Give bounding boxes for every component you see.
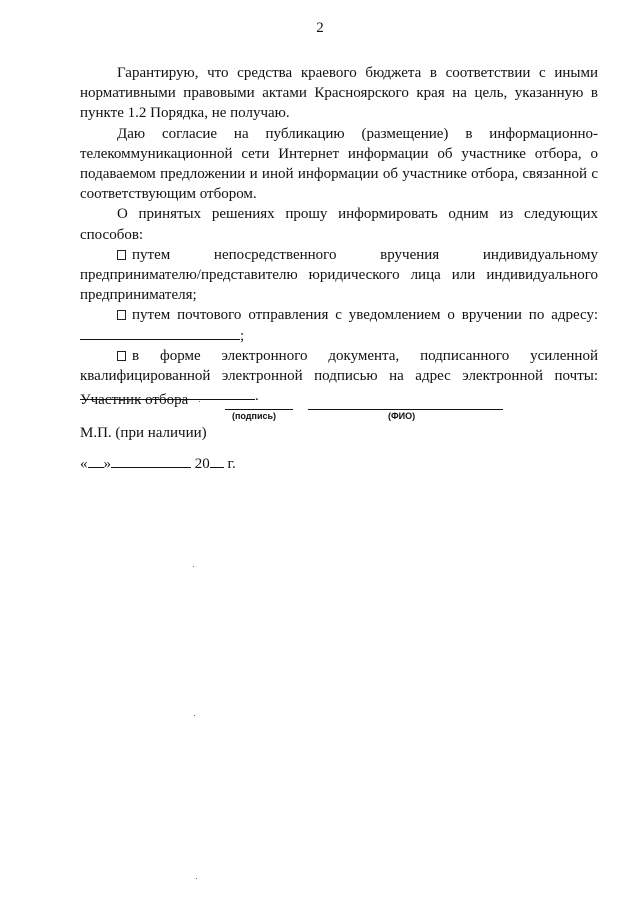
- paragraph-inform-methods: О принятых решениях прошу информировать одним из следующих способов:: [80, 206, 598, 243]
- option-email-label: в форме электронного документа, подписанного усиленной квалифицированной электронной подписью на адрес электронной почты:: [80, 347, 598, 385]
- document-body: [80, 63, 598, 406]
- signature-line[interactable]: [225, 409, 293, 410]
- option-email-end: .: [255, 388, 259, 405]
- scan-speck: [194, 715, 195, 716]
- checkbox-post[interactable]: [117, 310, 126, 320]
- address-blank-line[interactable]: [80, 326, 240, 340]
- date-year-blank[interactable]: [210, 454, 224, 468]
- date-quote-close: »: [103, 456, 111, 472]
- page-number: 2: [316, 20, 324, 36]
- date-month-blank[interactable]: [111, 454, 191, 468]
- scan-speck: [199, 401, 200, 402]
- option-direct-delivery-label: путем непосредственного вручения индивидуальному предпринимателю/представителю юридического лица или индивидуального предпринимателя;: [80, 246, 598, 304]
- signature-caption: (подпись): [232, 411, 277, 421]
- name-line[interactable]: [308, 409, 503, 410]
- date-quote-open: «: [80, 456, 88, 472]
- date-year-prefix: 20: [194, 456, 210, 472]
- date-year-suffix: г.: [227, 456, 236, 472]
- date-line: [80, 454, 236, 473]
- scan-speck: [196, 878, 197, 879]
- option-direct-delivery: [80, 245, 598, 306]
- paragraph-consent: Даю согласие на публикацию (размещение) в информационно-телекоммуникационной сети Интернет информации об участнике отбора, о подаваемом предложении и иной информации об участнике отбора, связанной с соответствующим отбором.: [80, 125, 598, 203]
- option-post-label: путем почтового отправления с уведомлением о вручении по адресу:: [132, 307, 598, 324]
- name-caption: (ФИО): [388, 411, 416, 421]
- participant-label: Участник отбора: [80, 392, 189, 408]
- checkbox-direct-delivery[interactable]: [117, 250, 126, 260]
- paragraph-guarantee: Гарантирую, что средства краевого бюджета в соответствии с иными нормативными правовыми актами Красноярского края на цель, указанную в пункте 1.2 Порядка, не получаю.: [80, 65, 598, 122]
- scan-speck: [193, 566, 194, 567]
- date-day-blank[interactable]: [88, 454, 104, 468]
- checkbox-email[interactable]: [117, 351, 126, 361]
- option-post: [80, 305, 598, 345]
- option-post-end: ;: [240, 327, 245, 344]
- stamp-label: М.П. (при наличии): [80, 425, 207, 441]
